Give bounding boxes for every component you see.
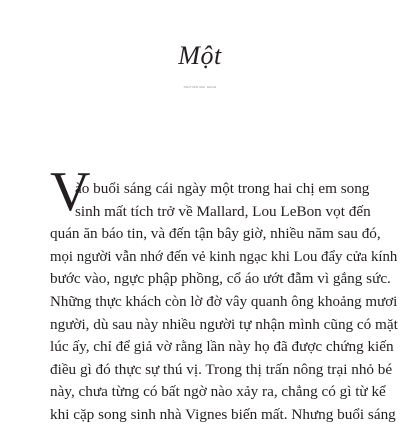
chapter-subtitle-note: NGUYỄN MAI HANH: [183, 85, 217, 89]
body-line: mọi người vẫn nhớ đến vẻ kinh ngạc khi Lou đẩy cửa kính: [50, 248, 398, 265]
chapter-body-text: [50, 178, 400, 427]
body-line: lúc ấy, chỉ để giả vờ rằng lần này họ đã được chứng kiến: [50, 338, 394, 356]
body-line: Những thực khách còn lờ đờ vây quanh ông khoảng mươi: [50, 293, 398, 310]
body-line: người, dù sau này nhiều người tự nhận mình cũng có mặt: [50, 315, 398, 333]
body-line: ào buổi sáng cái ngày một trong hai chị em song: [75, 180, 370, 197]
body-line: bước vào, ngực phập phồng, cổ áo ướt đẫm vì gắng sức.: [50, 270, 391, 288]
body-line: điều gì đó thực sự thú vị. Trong thị trấn nông trại nhỏ bé: [50, 360, 393, 378]
body-line: này, chưa từng có bất ngờ nào xảy ra, chẳng có gì từ kể: [50, 383, 386, 401]
body-line: quán ăn báo tin, và đến tận bây giờ, nhiều năm sau đó,: [50, 225, 381, 243]
body-line: sinh mất tích trở về Mallard, Lou LeBon vọt đến: [75, 202, 371, 220]
body-line: khi cặp song sinh nhà Vignes biến mất. Nhưng buổi sáng: [50, 405, 396, 423]
drop-cap-letter: V: [50, 161, 91, 223]
chapter-title: Một: [178, 41, 222, 70]
